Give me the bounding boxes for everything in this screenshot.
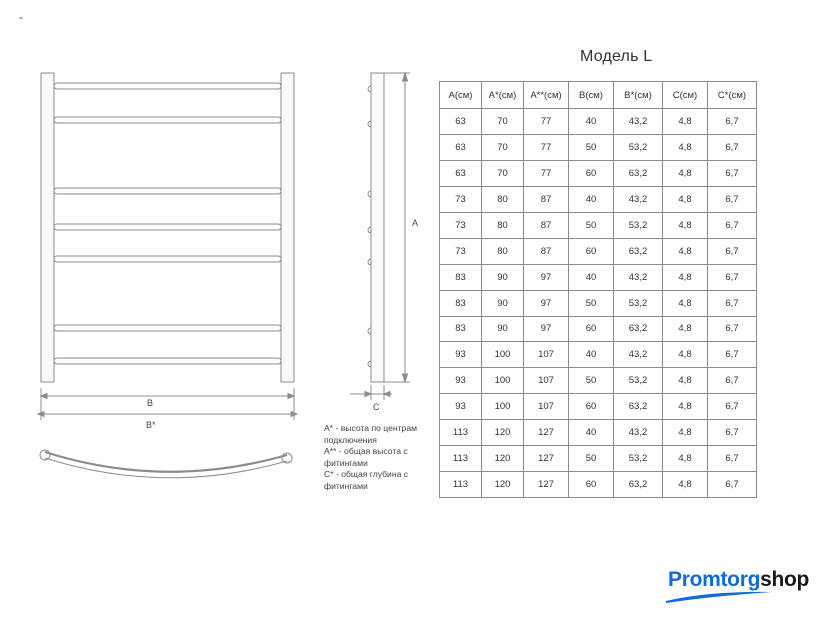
cell-a-star: 90 — [482, 290, 524, 316]
cell-c: 4,8 — [663, 238, 708, 264]
cell-a-star: 70 — [482, 160, 524, 186]
cell-b-star: 43,2 — [614, 186, 663, 212]
logo-swoosh-icon — [664, 588, 774, 604]
cell-c: 4,8 — [663, 342, 708, 368]
cell-a-star: 120 — [482, 420, 524, 446]
cell-c: 4,8 — [663, 368, 708, 394]
col-header-c-star: C*(см) — [708, 82, 757, 109]
col-header-a-star: A*(см) — [482, 82, 524, 109]
table-row — [440, 472, 757, 498]
legend-note-c-star: C* - общая глубина с фитингами — [324, 469, 409, 491]
cell-a-star-star: 97 — [524, 264, 569, 290]
table-body — [440, 109, 757, 498]
cell-a: 93 — [440, 342, 482, 368]
corner-mark: - — [19, 12, 23, 24]
cell-b-star: 63,2 — [614, 238, 663, 264]
cell-a: 83 — [440, 316, 482, 342]
cell-a: 63 — [440, 160, 482, 186]
table-row — [440, 446, 757, 472]
dim-a-label: A — [412, 218, 419, 228]
cell-a-star: 100 — [482, 394, 524, 420]
rungs — [54, 83, 281, 364]
cell-b-star: 53,2 — [614, 290, 663, 316]
table-row — [440, 109, 757, 135]
logo-part-1: Promtorg — [668, 568, 761, 591]
table-row — [440, 134, 757, 160]
cell-a-star-star: 127 — [524, 446, 569, 472]
legend-note-a-star-star: A** - общая высота с фитингами — [324, 446, 408, 468]
cell-c-star: 6,7 — [708, 186, 757, 212]
legend-note-a-star: A* - высота по центрам подключения — [324, 423, 418, 445]
cell-a-star-star: 127 — [524, 472, 569, 498]
cell-b: 40 — [569, 420, 614, 446]
cell-b-star: 53,2 — [614, 446, 663, 472]
cell-a-star: 120 — [482, 446, 524, 472]
cell-b: 50 — [569, 212, 614, 238]
cell-b-star: 43,2 — [614, 342, 663, 368]
dimensions-table — [439, 81, 757, 498]
cell-a-star: 90 — [482, 264, 524, 290]
cell-c-star: 6,7 — [708, 394, 757, 420]
table-row — [440, 342, 757, 368]
table-row — [440, 368, 757, 394]
cell-c: 4,8 — [663, 394, 708, 420]
model-title: Модель L — [580, 48, 653, 65]
cell-b-star: 53,2 — [614, 368, 663, 394]
table-row — [440, 212, 757, 238]
cell-a-star-star: 87 — [524, 212, 569, 238]
cell-b: 60 — [569, 316, 614, 342]
cell-b-star: 63,2 — [614, 160, 663, 186]
cell-c: 4,8 — [663, 212, 708, 238]
col-header-b-star: B*(см) — [614, 82, 663, 109]
table-row — [440, 420, 757, 446]
dim-c-label: C — [373, 402, 380, 412]
cell-a: 73 — [440, 238, 482, 264]
cell-a: 63 — [440, 134, 482, 160]
col-header-c: C(см) — [663, 82, 708, 109]
cell-a-star: 90 — [482, 316, 524, 342]
cell-c: 4,8 — [663, 446, 708, 472]
table-row — [440, 186, 757, 212]
cell-a-star-star: 107 — [524, 342, 569, 368]
cell-c-star: 6,7 — [708, 109, 757, 135]
cell-b: 50 — [569, 134, 614, 160]
cell-c-star: 6,7 — [708, 238, 757, 264]
cell-a: 113 — [440, 472, 482, 498]
cell-c-star: 6,7 — [708, 420, 757, 446]
cell-b: 40 — [569, 186, 614, 212]
cell-a-star: 80 — [482, 186, 524, 212]
cell-b-star: 63,2 — [614, 394, 663, 420]
cell-b: 60 — [569, 394, 614, 420]
cell-a: 83 — [440, 290, 482, 316]
cell-c-star: 6,7 — [708, 446, 757, 472]
cell-a-star-star: 87 — [524, 238, 569, 264]
table-row — [440, 238, 757, 264]
table-row — [440, 394, 757, 420]
cell-a-star-star: 77 — [524, 134, 569, 160]
cell-a: 73 — [440, 186, 482, 212]
cell-b: 60 — [569, 472, 614, 498]
cell-c-star: 6,7 — [708, 134, 757, 160]
cell-a-star-star: 107 — [524, 394, 569, 420]
cell-c-star: 6,7 — [708, 264, 757, 290]
cell-b-star: 53,2 — [614, 134, 663, 160]
cell-b-star: 43,2 — [614, 264, 663, 290]
cell-b: 40 — [569, 342, 614, 368]
dim-b-label: B — [147, 398, 154, 408]
legend-notes — [324, 423, 444, 493]
cell-c-star: 6,7 — [708, 212, 757, 238]
col-header-a-star-star: A**(см) — [524, 82, 569, 109]
cell-a: 93 — [440, 368, 482, 394]
cell-a: 73 — [440, 212, 482, 238]
cell-a-star-star: 97 — [524, 316, 569, 342]
cell-a-star: 70 — [482, 134, 524, 160]
col-header-b: B(см) — [569, 82, 614, 109]
cell-a-star-star: 127 — [524, 420, 569, 446]
cell-b-star: 53,2 — [614, 212, 663, 238]
cell-a-star-star: 87 — [524, 186, 569, 212]
cell-c: 4,8 — [663, 316, 708, 342]
cell-b-star: 63,2 — [614, 472, 663, 498]
cell-a-star: 80 — [482, 212, 524, 238]
cell-c-star: 6,7 — [708, 472, 757, 498]
side-post — [371, 73, 384, 382]
cell-a: 113 — [440, 420, 482, 446]
cell-c: 4,8 — [663, 109, 708, 135]
cell-c-star: 6,7 — [708, 290, 757, 316]
cell-c: 4,8 — [663, 472, 708, 498]
cell-c: 4,8 — [663, 186, 708, 212]
table-row — [440, 316, 757, 342]
cell-a-star-star: 107 — [524, 368, 569, 394]
right-post — [281, 73, 294, 382]
cell-a: 93 — [440, 394, 482, 420]
cell-a: 83 — [440, 264, 482, 290]
table-header-row — [440, 82, 757, 109]
cell-b: 50 — [569, 446, 614, 472]
cell-c-star: 6,7 — [708, 160, 757, 186]
cell-b-star: 43,2 — [614, 109, 663, 135]
logo-part-2: shop — [760, 568, 810, 591]
cell-a-star: 100 — [482, 342, 524, 368]
left-post — [41, 73, 54, 382]
cell-c: 4,8 — [663, 134, 708, 160]
cell-b: 60 — [569, 238, 614, 264]
col-header-a: A(см) — [440, 82, 482, 109]
cell-a-star-star: 97 — [524, 290, 569, 316]
cell-c: 4,8 — [663, 264, 708, 290]
cell-b: 40 — [569, 109, 614, 135]
cell-a-star: 70 — [482, 109, 524, 135]
cell-b-star: 63,2 — [614, 316, 663, 342]
cell-b-star: 43,2 — [614, 420, 663, 446]
cell-b: 60 — [569, 160, 614, 186]
cell-a: 63 — [440, 109, 482, 135]
cell-a: 113 — [440, 446, 482, 472]
table-row — [440, 264, 757, 290]
cell-c-star: 6,7 — [708, 316, 757, 342]
dim-b-star-label: B* — [146, 420, 156, 430]
cell-c: 4,8 — [663, 290, 708, 316]
table-row — [440, 160, 757, 186]
cell-a-star: 100 — [482, 368, 524, 394]
cell-b: 40 — [569, 264, 614, 290]
cell-c-star: 6,7 — [708, 368, 757, 394]
table-row — [440, 290, 757, 316]
cell-a-star: 80 — [482, 238, 524, 264]
cell-a-star-star: 77 — [524, 109, 569, 135]
cell-a-star-star: 77 — [524, 160, 569, 186]
cell-b: 50 — [569, 290, 614, 316]
cell-c-star: 6,7 — [708, 342, 757, 368]
cell-c: 4,8 — [663, 160, 708, 186]
cell-a-star: 120 — [482, 472, 524, 498]
cell-b: 50 — [569, 368, 614, 394]
top-view-curve — [45, 452, 287, 472]
cell-c: 4,8 — [663, 420, 708, 446]
